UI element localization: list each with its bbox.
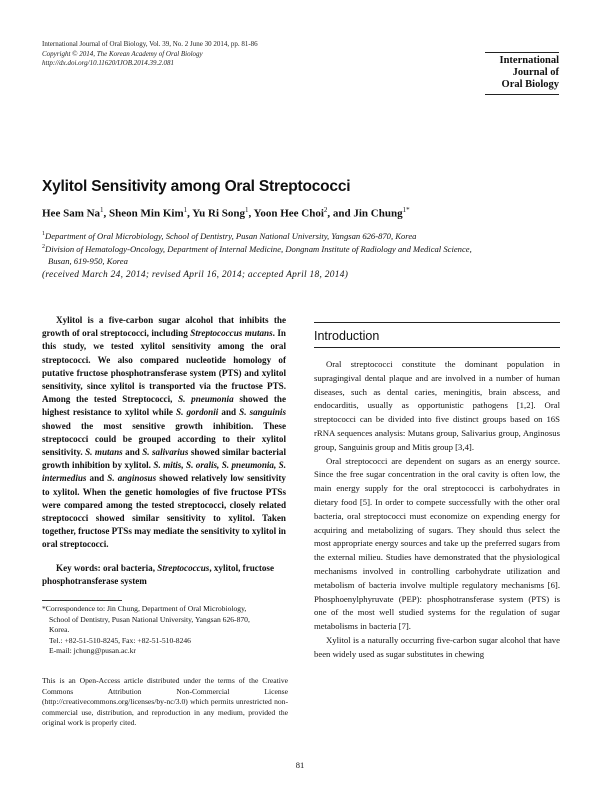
keywords bbox=[42, 562, 286, 588]
author-sup: 1 bbox=[245, 206, 249, 214]
abstract-text: and bbox=[218, 407, 240, 418]
affiliation-text: Department of Oral Microbiology, School of Dentistry, Pusan National University, Yangsan 626-870, Korea bbox=[45, 230, 417, 241]
author-name: Yoon Hee Choi bbox=[253, 207, 324, 220]
affiliation-item bbox=[42, 229, 562, 242]
species-name: S. mitis, S. oralis, S. pneumonia, S. intermedius bbox=[42, 460, 286, 484]
species-name: S. gordonii bbox=[176, 407, 219, 418]
footnote-line: Tel.: +82-51-510-8245, Fax: +82-51-510-8246 bbox=[49, 635, 191, 645]
abstract-text: showed the highest resistance to xylitol while bbox=[42, 394, 286, 418]
section-divider bbox=[314, 347, 560, 348]
affiliation-sup: 1 bbox=[42, 231, 45, 237]
species-name: S. sanguinis bbox=[239, 407, 286, 418]
author-name: Yu Ri Song bbox=[192, 207, 246, 220]
doi-link[interactable]: http://dx.doi.org/10.11620/IJOB.2014.39.2.081 bbox=[42, 59, 175, 67]
article-title: Xylitol Sensitivity among Oral Streptococci bbox=[42, 178, 351, 195]
author-name: Hee Sam Na bbox=[42, 207, 101, 220]
abstract-text: showed similar bacterial growth inhibition by xylitol. bbox=[42, 447, 286, 471]
author-sup: 2 bbox=[323, 206, 328, 214]
footnote-line: *Correspondence to: Jin Chung, Department of Oral Microbiology, bbox=[42, 604, 247, 613]
abstract-text: . In this study, we tested xylitol sensitivity among the oral streptococci. We also compared nucleotide homology of putative fructose phosphotransferase system (PTS) and xylitol sensitivity, since xylitol is transported via the fructose PTS. Among the tested Streptococci, bbox=[42, 328, 286, 405]
author-sup: 1 bbox=[183, 206, 188, 214]
species-name: S. mutans bbox=[85, 447, 123, 458]
footnote-line: School of Dentistry, Pusan National University, Yangsan 626-870, bbox=[49, 614, 250, 624]
species-name: S. pneumonia bbox=[178, 394, 234, 405]
abstract bbox=[42, 314, 286, 552]
footnote-email[interactable]: E-mail: jchung@pusan.ac.kr bbox=[49, 646, 136, 656]
footnote-divider bbox=[42, 600, 122, 601]
keywords-italic: Streptococcus bbox=[157, 563, 210, 573]
license-notice: This is an Open-Access article distributed under the terms of the Creative Commons Attribution Non-Commercial License (http://creativecommons.org/licenses/by-nc/3.0) which permits unrestricted non-commercial use, distribution, and reproduction in any medium, provided the original work is properly cited. bbox=[42, 676, 288, 728]
abstract-text: Xylitol is a five-carbon sugar alcohol that inhibits the growth of oral streptococci, including bbox=[42, 315, 286, 339]
author-sup: 1 bbox=[100, 206, 104, 214]
journal-logo bbox=[485, 52, 559, 95]
species-name: Streptococcus mutans bbox=[190, 328, 273, 339]
correspondence-footnote bbox=[42, 604, 290, 657]
received-dates: (received March 24, 2014; revised April 16, 2014; accepted April 18, 2014) bbox=[42, 270, 349, 280]
affiliation-sup: 2 bbox=[42, 244, 45, 251]
journal-citation bbox=[42, 40, 258, 69]
author-name: and Jin Chung bbox=[332, 207, 403, 220]
paragraph: Oral streptococci constitute the dominant population in supragingival dental plaque and are involved in a number of human diseases, such as dental caries, meningitis, brain abscess, and endocarditis, usually as opportunistic pathogens [1,2]. Oral streptococci can be divided into five distinct groups based on 16S rRNA sequences analysis: Mutans group, Salivarius group, Anginosus group, Sanguinis group and Mitis group [3,4]. bbox=[314, 359, 560, 452]
author-sup: 1* bbox=[402, 206, 410, 214]
journal-logo-line: Journal of bbox=[512, 67, 559, 78]
journal-logo-line: Oral Biology bbox=[501, 79, 559, 90]
paragraph: Xylitol is a naturally occurring five-carbon sugar alcohol that have been widely used as sugar substitutes in chewing bbox=[314, 634, 560, 659]
abstract-text: and bbox=[122, 447, 143, 458]
abstract-text: and bbox=[86, 473, 108, 484]
species-name: S. salivarius bbox=[142, 447, 189, 458]
author-name: Sheon Min Kim bbox=[109, 207, 184, 220]
citation-line: International Journal of Oral Biology, Vol. 39, No. 2 June 30 2014, pp. 81-86 bbox=[42, 40, 258, 48]
introduction-body bbox=[314, 358, 560, 662]
paragraph: Oral streptococci are dependent on sugars as an energy source. Since the free sugar concentration in the oral cavity is often low, the main energy supply for the oral streptococci is carbohydrates in dietary food [5]. In order to compete successfully with the other oral bacteria, oral streptococci must economize on expending energy for acquiring and metabolizing of sugars. They should thus select the most appropriate energy sources and take up the preferred sugars from the external milieu. Studies have demonstrated that the physiological mechanisms involved in controlling carbohydrate utilization and metabolism of bacteria involve multiple regulatory mechanisms [6]. Phosphoenylphyruvate (PEP): phosphotransferase system (PTS) is one of the most well studied systems for the regulation of sugar metabolisms in bacteria [7]. bbox=[314, 455, 560, 632]
affiliation-text: Busan, 619-950, Korea bbox=[48, 255, 128, 266]
footnote-line: Korea. bbox=[49, 625, 70, 635]
affiliation-item bbox=[42, 256, 562, 268]
affiliation-item bbox=[42, 242, 562, 255]
keywords-text: Key words: oral bacteria, bbox=[56, 563, 158, 573]
abstract-text: showed the most sensitive growth inhibition. These streptococci could be grouped according to their xylitol sensitivity. bbox=[42, 420, 286, 458]
species-name: S. anginosus bbox=[107, 473, 157, 484]
journal-logo-line: International bbox=[499, 55, 559, 66]
affiliation-text: Division of Hematology-Oncology, Department of Internal Medicine, Dongnam Institute of Radiology and Medical Science, bbox=[45, 244, 472, 255]
affiliations bbox=[42, 229, 562, 267]
keywords-text: , xylitol, fructose phosphotransferase system bbox=[42, 563, 274, 587]
author-list: Hee Sam Na$^1$, Sheon Min Kim$^1$, Yu Ri Song$^1$, Yoon Hee Choi$^2$, and Jin Chung$^{1*}$ bbox=[42, 206, 410, 220]
abstract-text: showed relatively low sensitivity to xylitol. When the genetic homologies of five fructose PTSs were compared among the tested streptococci, closely related streptococci showed similar sensitivity to xylitol. Taken together, fructose PTSs may mediate the sensitivity to xylitol in oral streptococci. bbox=[42, 473, 286, 550]
section-heading-introduction: Introduction bbox=[314, 322, 560, 343]
page-number: 81 bbox=[295, 760, 305, 770]
copyright-line: Copyright © 2014, The Korean Academy of Oral Biology bbox=[42, 49, 203, 58]
